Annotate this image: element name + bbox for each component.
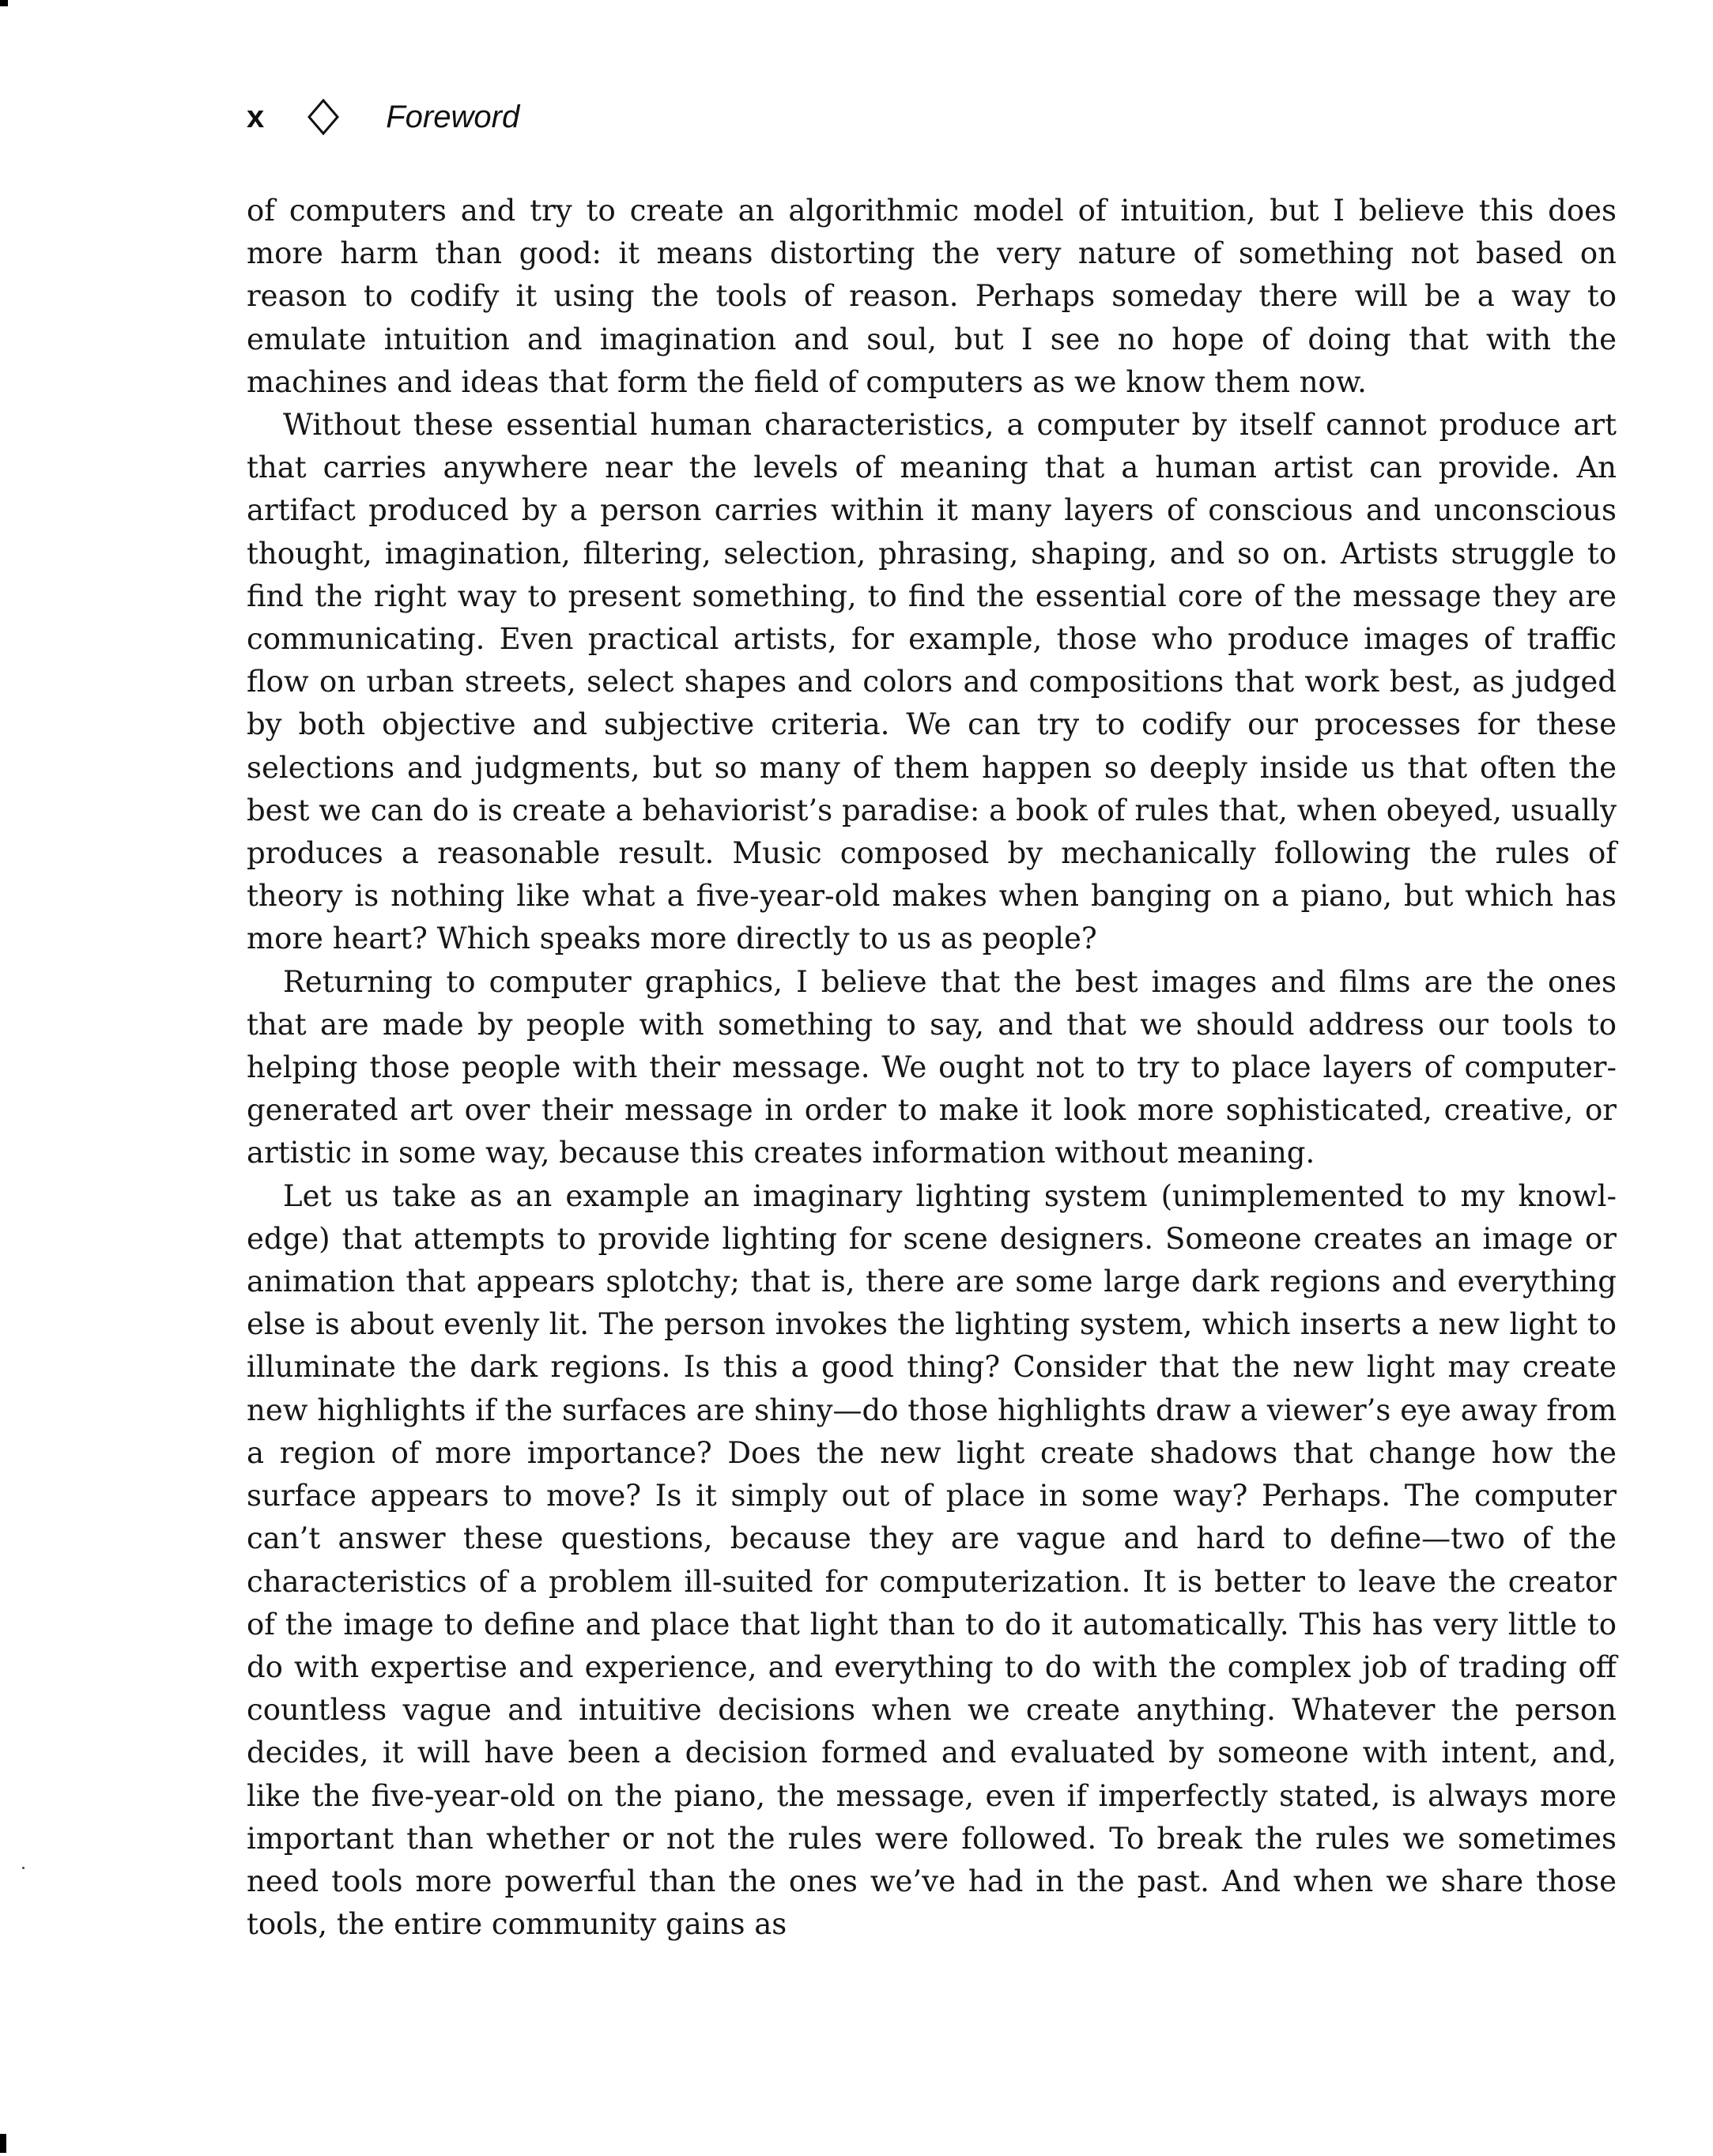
body-text [247,190,1617,1946]
scan-speck [22,1867,25,1869]
running-header [247,93,519,141]
paragraph-continued: of computers and try to create an algorithmic model of intuition, but I believe this does more harm than good: it means distorting the very nature of something not based on reason to codify it using the tools of reason. Perhaps someday there will be a way to emulate intuition and imagination and soul, but I see no hope of doing that with the machines and ideas that form the field of computers as we know them now. [247,194,1617,399]
scan-edge-mark-bottom [0,2134,6,2153]
page-number: x [247,100,265,134]
diamond-outline-icon [304,97,343,137]
scan-edge-mark-top [0,0,8,6]
paragraph: Without these essential human characteristics, a computer by itself cannot produce art that carries anywhere near the levels of meaning that a human artist can provide. An artifact produced by a person carries within it many layers of conscious and unconscious thought, imagination, filtering, selection, phrasing, shaping, and so on. Artists struggle to find the right way to present something, to find the essential core of the message they are communicating. Even practical artists, for example, those who produce images of traffic flow on urban streets, select shapes and colors and compositions that work best, as judged by both objective and subjective criteria. We can try to codify our processes for these selections and judgments, but so many of them happen so deeply inside us that often the best we can do is create a behaviorist’s paradise: a book of rules that, when obeyed, usually produces a reasonable result. Music composed by mechanically following the rules of theory is nothing like what a five-year-old makes when banging on a piano, but which has more heart? Which speaks more directly to us as people? [247,408,1617,956]
paragraph: Returning to computer graphics, I believe that the best images and films are the ones that are made by people with something to say, and that we should address our tools to helping those people with their message. We ought not to try to place layers of computer-generated art over their message in order to make it look more sophisticated, creative, or artistic in some way, because this creates information without meaning. [247,964,1617,1170]
running-title: Foreword [386,100,520,134]
paragraph: Let us take as an example an imaginary lighting system (unimplemented to my knowledge) that attempts to provide lighting for scene designers. Someone creates an image or animation that appears splotchy; that is, there are some large dark regions and everything else is about evenly lit. The person invokes the lighting system, which inserts a new light to illuminate the dark regions. Is this a good thing? Consider that the new light may create new highlights if the surfaces are shiny—do those highlights draw a viewer’s eye away from a region of more importance? Does the new light create shadows that change how the surface appears to move? Is it simply out of place in some way? Perhaps. The computer can’t answer these questions, because they are vague and hard to define—two of the characteristics of a problem ill-suited for computerization. It is better to leave the creator of the image to define and place that light than to do it automatically. This has very little to do with expertise and experience, and everything to do with the complex job of trading off countless vague and intuitive decisions when we create anything. Whatever the person decides, it will have been a decision formed and evaluated by someone with intent, and, like the five-year-old on the piano, the message, even if imperfectly stated, is always more important than whether or not the rules were followed. To break the rules we sometimes need tools more powerful than the ones we’ve had in the past. And when we share those tools, the entire community gains as [247,1178,1617,1942]
